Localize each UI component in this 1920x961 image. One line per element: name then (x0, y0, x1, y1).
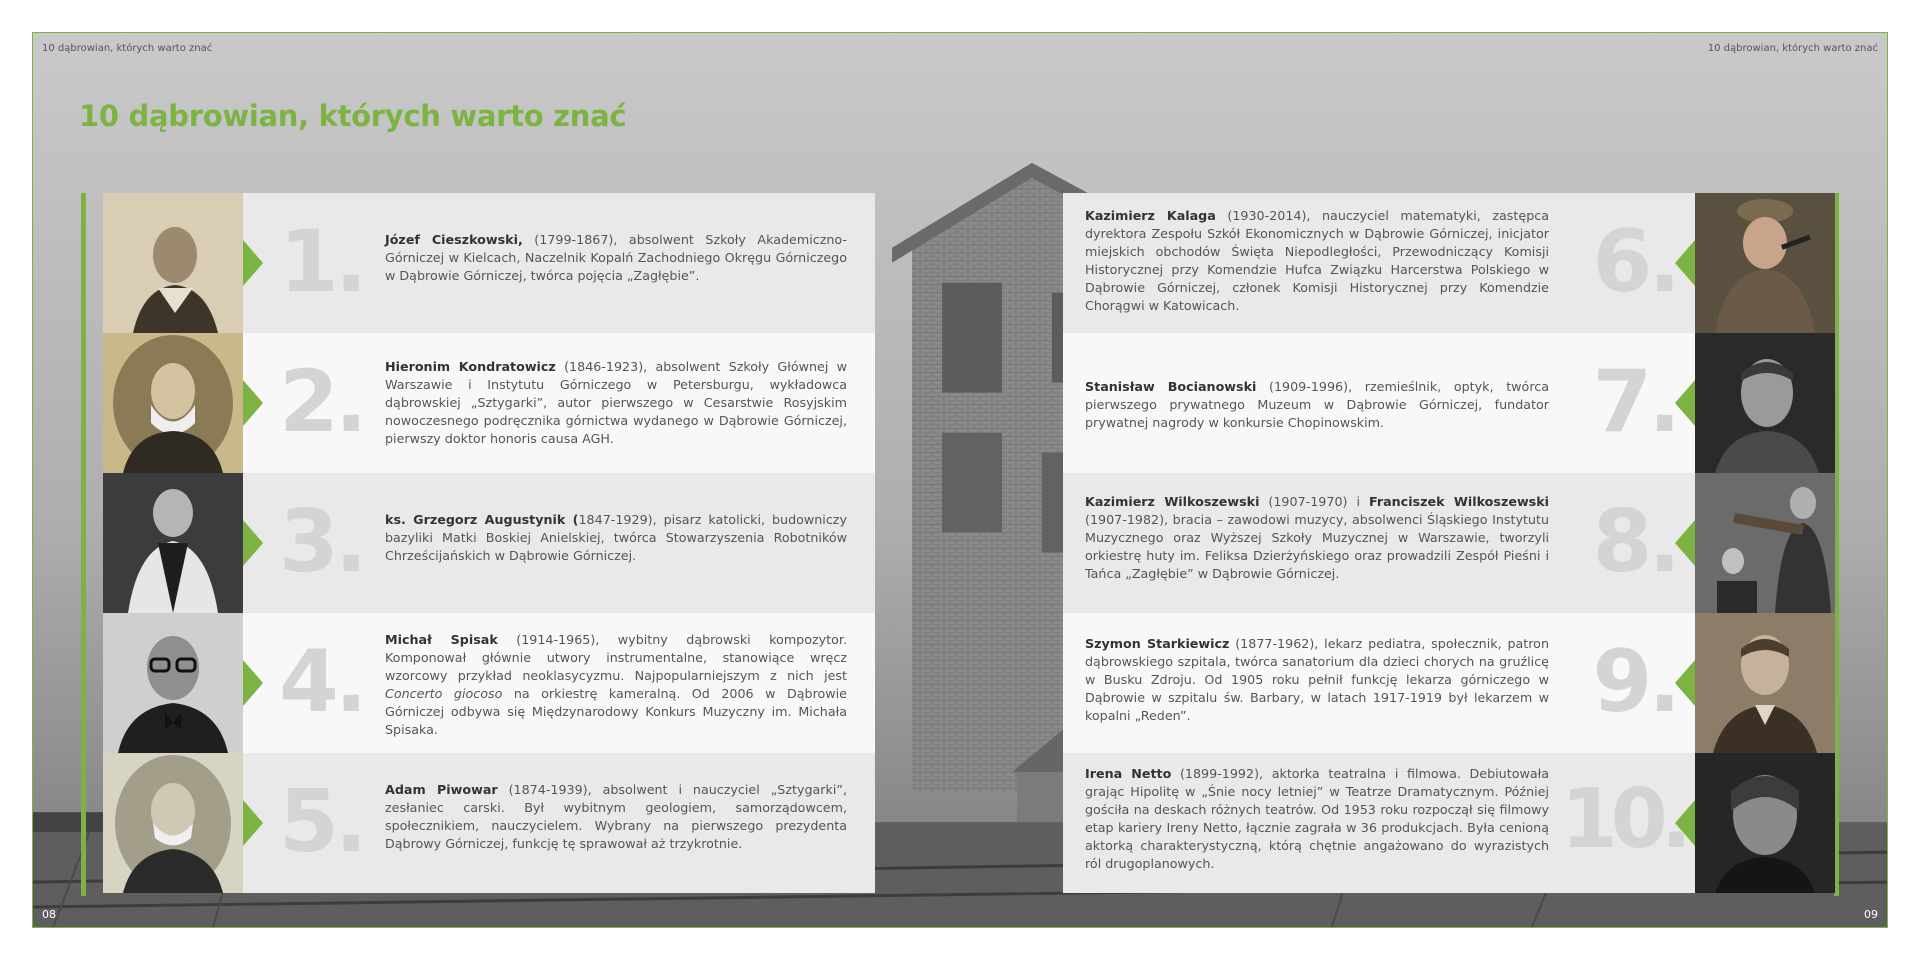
person-name: Józef Cieszkowski, (385, 232, 523, 247)
portrait-kalaga (1695, 193, 1835, 333)
bio-text-cont: na orkiestrę kameralną. Od 2006 w Dąbrowie Górniczej odbywa się Międzynarodowy Konkurs Muzyczny im. Michała Spisaka. (385, 686, 847, 737)
page-title: 10 dąbrowian, których warto znać (79, 99, 627, 133)
bio-text: (1907-1970) i (1259, 494, 1369, 509)
person-name: Szymon Starkiewicz (1085, 636, 1230, 651)
bio-text: (1909-1996), rzemieślnik, optyk, twórca pierwszego prywatnego Muzeum w Dąbrowie Górniczej, fundator prywatnej nagrody w konkursie Chopinowskim. (1085, 379, 1550, 430)
portrait-cieszkowski (103, 193, 243, 333)
person-card-1 (103, 193, 875, 333)
bio-text-cont: (1907-1982), bracia – zawodowi muzycy, absolwenci Śląskiego Instytutu Muzycznego oraz Wyższej Szkoły Muzycznej w Warszawie, tworzyli orkiestrę huty im. Feliksa Dzierżyńskiego oraz prowadzili Zespół Pieśni i Tańca „Zagłębie” w Dąbrowie Górniczej. (1085, 512, 1549, 581)
person-number: 6. (1592, 212, 1677, 312)
bio-text: (1930-2014), nauczyciel matematyki, zastępca dyrektora Zespołu Szkół Ekonomicznych w Dąbrowie Górniczej, inicjator miejskich obchodów Święta Niepodległości, Przewodniczący Komisji Historycznej przy Komendzie Hufca Związku Harcerstwa Polskiego w Dąbrowie Górniczej, członek Komisji Historycznej przy Komendzie Chorągwi w Katowicach. (1085, 208, 1549, 313)
person-bio (385, 358, 847, 448)
person-number: 9. (1592, 632, 1677, 732)
page-number-right: 09 (1864, 908, 1878, 921)
person-card-4 (103, 613, 875, 753)
person-number: 4. (279, 632, 364, 732)
running-head-right: 10 dąbrowian, których warto znać (1707, 43, 1878, 54)
person-number: 7. (1592, 352, 1677, 452)
person-number: 1. (279, 212, 364, 312)
person-number: 2. (279, 352, 364, 452)
bio-text: 1847-1929), pisarz katolicki, budowniczy bazyliki Matki Boskiej Anielskiej, twórca Stowarzyszenia Robotników Chrześcijańskich w Dąbrowie Górniczej. (385, 512, 847, 563)
person-card-2 (103, 333, 875, 473)
page-number-left: 08 (42, 908, 56, 921)
running-head-left: 10 dąbrowian, których warto znać (42, 43, 213, 54)
person-bio (385, 511, 847, 565)
portrait-kondratowicz (103, 333, 243, 473)
person-card-3 (103, 473, 875, 613)
person-bio (385, 781, 847, 853)
pointer-arrow (1675, 520, 1695, 566)
pointer-arrow (243, 380, 263, 426)
person-bio (1085, 493, 1549, 583)
person-card-10 (1063, 753, 1835, 893)
person-name: Irena Netto (1085, 766, 1172, 781)
person-name: Adam Piwowar (385, 782, 498, 797)
person-name: Stanisław Bocianowski (1085, 379, 1257, 394)
bio-text: (1914-1965), wybitny dąbrowski kompozytor. Komponował głównie utwory instrumentalne, stanowiące wręcz wzorcowy przykład neoklasycyzmu. Najpopularniejszym z nich jest (385, 632, 847, 683)
pointer-arrow (243, 240, 263, 286)
bio-text: (1877-1962), lekarz pediatra, społecznik, patron dąbrowskiego szpitala, twórca sanatorium dla dzieci chorych na gruźlicę w Busku Zdroju. Od 1905 roku pełnił funkcję lekarza górniczego w Dąbrowie w szpitalu św. Barbary, w latach 1917-1919 był lekarzem w kopalni „Reden”. (1085, 636, 1549, 723)
work-title: Concerto giocoso (385, 686, 503, 701)
brochure-spread (32, 32, 1888, 928)
bio-text: (1846-1923), absolwent Szkoły Głównej w Warszawie i Instytutu Górniczego w Petersburgu, wykładowca dąbrowskiej „Sztygarki”, autor pierwszego w Cesarstwie Rosyjskim nowoczesnego podręcznika górnictwa wydanego w Dąbrowie Górniczej, pierwszy doktor honoris causa AGH. (385, 359, 847, 446)
person-number: 3. (279, 492, 364, 592)
portrait-starkiewicz (1695, 613, 1835, 753)
person-name: Kazimierz Wilkoszewski (1085, 494, 1260, 509)
pointer-arrow (243, 660, 263, 706)
portrait-bocianowski (1695, 333, 1835, 473)
person-number: 5. (279, 772, 364, 872)
portrait-wilkoszewski-brothers (1695, 473, 1835, 613)
bio-text: (1799-1867), absolwent Szkoły Akademiczno-Górniczej w Kielcach, Naczelnik Kopalń Zachodniego Okręgu Górniczego w Dąbrowie Górniczej, twórca pojęcia „Zagłębie”. (385, 232, 847, 283)
pointer-arrow (1675, 660, 1695, 706)
person-name: Kazimierz Kalaga (1085, 208, 1216, 223)
portrait-augustynik (103, 473, 243, 613)
pointer-arrow (1675, 240, 1695, 286)
bio-text: (1899-1992), aktorka teatralna i filmowa. Debiutowała grając Hipolitę w „Śnie nocy letniej” w Teatrze Dramatycznym. Później gościła na deskach różnych teatrów. Od 1953 roku rozpoczął się filmowy etap kariery Ireny Netto, łącznie zagrała w 36 produkcjach. Była cenioną aktorką charakterystyczną, którą chętnie angażowano do wyrazistych ról drugoplanowych. (1085, 766, 1549, 871)
pointer-arrow (1675, 380, 1695, 426)
person-name: Hieronim Kondratowicz (385, 359, 556, 374)
person-number: 8. (1592, 492, 1677, 592)
accent-bar-left (81, 193, 86, 896)
person-name: Michał Spisak (385, 632, 498, 647)
pointer-arrow (243, 800, 263, 846)
bio-text: (1874-1939), absolwent i nauczyciel „Sztygarki”, zesłaniec carski. Był wybitnym geologiem, samorządowcem, społecznikiem, nauczycielem. Wybrany na pierwszego prezydenta Dąbrowy Górniczej, funkcję tę sprawował aż trzykrotnie. (385, 782, 847, 851)
portrait-piwowar (103, 753, 243, 893)
person-bio (1085, 765, 1549, 873)
person-name: ks. Grzegorz Augustynik ( (385, 512, 579, 527)
portrait-netto (1695, 753, 1835, 893)
pointer-arrow (243, 520, 263, 566)
person-bio (1085, 635, 1549, 725)
portrait-spisak (103, 613, 243, 753)
person-card-7 (1063, 333, 1835, 473)
person-number: 10. (1560, 772, 1685, 867)
person-card-5 (103, 753, 875, 893)
person-card-8 (1063, 473, 1835, 613)
person-card-9 (1063, 613, 1835, 753)
person-card-6 (1063, 193, 1835, 333)
person-bio (385, 231, 847, 285)
person-bio (385, 631, 847, 739)
person-name-2: Franciszek Wilkoszewski (1368, 494, 1549, 509)
person-bio (1085, 207, 1549, 315)
person-bio (1085, 378, 1549, 432)
